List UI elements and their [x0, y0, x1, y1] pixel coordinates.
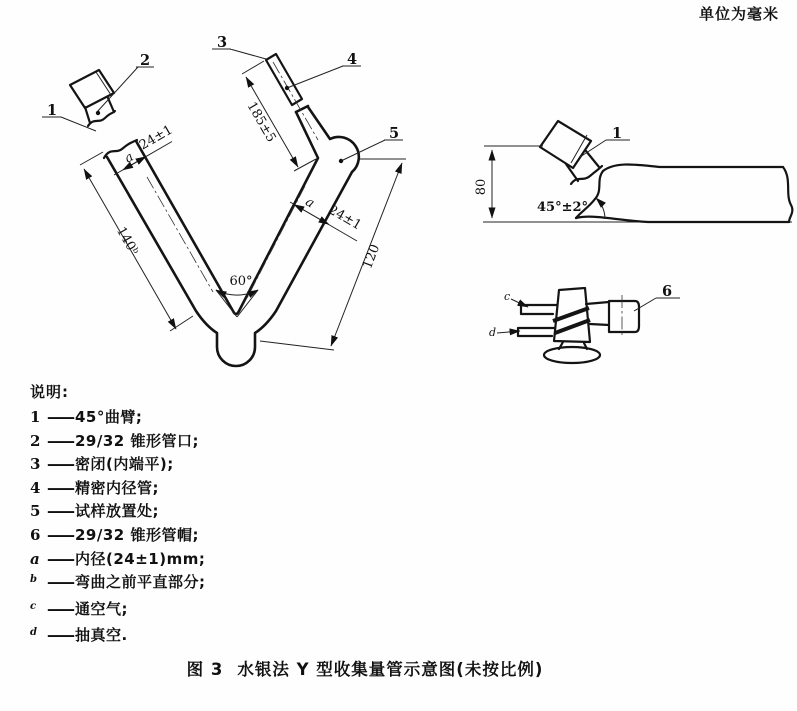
- legend-text-b: 弯曲之前平直部分;: [75, 573, 206, 592]
- legend-item-a: [30, 550, 206, 568]
- dim-120-text: 120: [360, 242, 384, 272]
- legend-dash: ——: [47, 525, 73, 544]
- bent-arm-stub-left: [85, 107, 90, 123]
- detailA-label-1: 1: [612, 125, 623, 142]
- legend-dash: ——: [47, 431, 73, 450]
- stopcock-inlet-lower: [518, 328, 555, 336]
- precision-tube-centerline: [273, 62, 318, 140]
- part-label-3: 3: [217, 34, 228, 51]
- leader-4-dot: [285, 86, 289, 90]
- angle-45-text: 45°±2°: [537, 200, 589, 215]
- dim-24L-text: 24±1: [137, 122, 176, 154]
- dimensions-main: [80, 61, 406, 350]
- legend-dash: ——: [47, 599, 73, 618]
- legend-item-4: [30, 479, 206, 497]
- legend-key-6: 6: [30, 525, 41, 544]
- dim-185-text: 185±5: [243, 99, 279, 146]
- stopcock-bore-band-2: [555, 320, 590, 333]
- precision-tube: [266, 54, 318, 140]
- legend-dash: ——: [47, 573, 73, 592]
- bent-arm-break-wavy: [88, 111, 115, 126]
- legend-text-3: 密闭(内端平);: [75, 455, 174, 474]
- stopcock-handle: [544, 347, 600, 363]
- legend-dash: ——: [47, 549, 73, 568]
- legend-key-5: 5: [30, 502, 41, 521]
- detailB-leader-6: [634, 298, 680, 311]
- angle-60-text: 60°: [229, 274, 253, 289]
- joint-assembly: [70, 70, 115, 126]
- detailA-tube-upper-wall: [603, 165, 783, 172]
- legend-item-5: [30, 502, 206, 520]
- leader-2: [97, 67, 154, 112]
- detailA-tube-lower-wall: [576, 217, 789, 222]
- leader-5-dot: [339, 159, 343, 163]
- detailB-label-6: 6: [662, 283, 673, 300]
- legend-item-2: [30, 432, 206, 450]
- legend-text-c: 通空气;: [75, 599, 128, 618]
- legend-item-3: [30, 455, 206, 473]
- legend-text-4: 精密内径管;: [75, 478, 159, 497]
- leader-5: [341, 140, 403, 161]
- legend-item-1: [30, 408, 206, 426]
- legend-key-4: 4: [30, 478, 41, 497]
- legend-dash: ——: [47, 626, 73, 645]
- dim-24R-text: 24±1: [325, 202, 364, 234]
- precision-tube-outline: [266, 54, 302, 105]
- legend-item-b: [30, 573, 206, 594]
- angle-45-arc: [596, 198, 605, 219]
- legend-text-a: 内径(24±1)mm;: [75, 549, 206, 568]
- vacuum-arrow-d: [497, 331, 520, 333]
- figure-caption: [0, 656, 730, 680]
- legend-dash: ——: [47, 455, 73, 474]
- dim-24R-a: a: [302, 194, 317, 212]
- leader-4: [287, 66, 361, 88]
- left-arm-centerline: [147, 177, 213, 292]
- legend-key-2: 2: [30, 431, 41, 450]
- legend-text-2: 29/32 锥形管口;: [75, 431, 199, 450]
- legend-item-6: [30, 526, 206, 544]
- detail-stopcock: [489, 283, 680, 363]
- detailA-socket: [540, 121, 591, 168]
- part-label-1: 1: [47, 102, 58, 119]
- dim-80-text: 80: [474, 178, 489, 196]
- leader-2-dot: [96, 111, 100, 115]
- detailA-tube-right-break: [783, 167, 792, 222]
- dim-24L-a: a: [122, 149, 137, 167]
- vent-label-c: c: [504, 290, 511, 303]
- dim-120-ext: [260, 159, 406, 350]
- part-label-5: 5: [389, 125, 400, 142]
- legend-text-1: 45°曲臂;: [75, 408, 143, 426]
- legend-key-c: c: [30, 600, 37, 612]
- part-label-2: 2: [140, 52, 151, 69]
- detailA-stub-break-wavy: [571, 166, 602, 184]
- part-leaders: [42, 34, 403, 163]
- detail-bent-arm: [474, 121, 792, 222]
- legend-dash: ——: [47, 478, 73, 497]
- legend-text-6: 29/32 锥形管帽;: [75, 525, 199, 544]
- legend-dash: ——: [47, 502, 73, 521]
- legend-key-3: 3: [30, 455, 41, 474]
- vacuum-label-d: d: [489, 326, 497, 339]
- legend-key-a: a: [30, 549, 40, 568]
- legend-item-d: [30, 626, 206, 647]
- legend-heading: 说明:: [30, 383, 69, 401]
- part-label-4: 4: [347, 51, 358, 68]
- stopcock-bore-band-1: [553, 308, 589, 321]
- legend: [30, 381, 206, 653]
- dim-140-text: 140ᵇ: [113, 224, 142, 258]
- bent-arm-stub-right: [108, 98, 114, 112]
- neck-open-end: [296, 106, 308, 112]
- legend-dash: ——: [47, 408, 73, 426]
- legend-key-b: b: [30, 574, 37, 586]
- legend-item-c: [30, 600, 206, 621]
- stopcock-cap: [609, 301, 639, 332]
- legend-text-d: 抽真空.: [75, 626, 128, 645]
- vent-arrow-c: [511, 299, 528, 307]
- figure-caption-number: 图 3: [186, 660, 224, 679]
- legend-key-1: 1: [30, 408, 41, 426]
- legend-text-5: 试样放置处;: [75, 502, 159, 521]
- units-note: 单位为毫米: [698, 5, 779, 23]
- legend-key-d: d: [30, 627, 37, 639]
- figure-caption-title: 水银法 Y 型收集量管示意图(未按比例): [237, 660, 544, 679]
